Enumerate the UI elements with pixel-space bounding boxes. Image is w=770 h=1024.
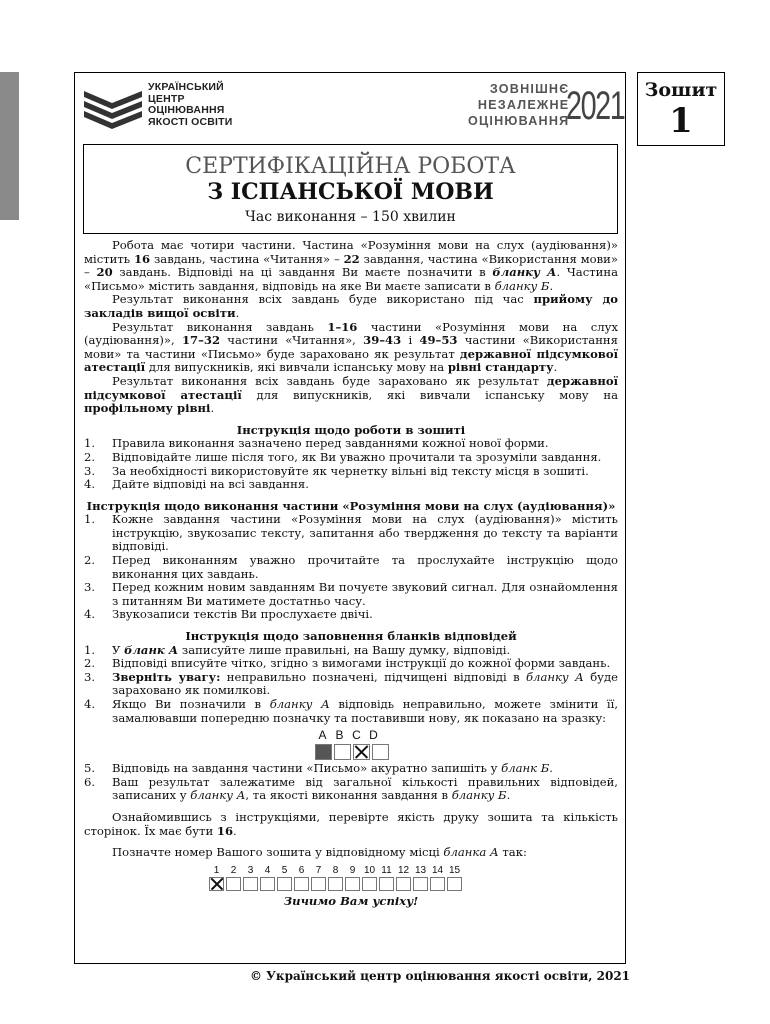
intro-paragraph: Робота має чотири частини. Частина «Розуміння мови на слух (аудіювання)» містить 16 завдань, частина «Читання» – 22 завдання, частина «Використання мови» – 20 завдань. Відповіді на ці завдання Ви маєте позначити в бланку А. Частина «Письмо» містить завдання, відповідь на яке Ви маєте записати в бланку Б. [84, 238, 618, 293]
empty-box [334, 744, 351, 760]
sample-letter: D [369, 728, 378, 743]
list-item: 6. Ваш результат залежатиме від загальної кількості правильних відповідей, записаних у бланку А, та якості виконання завдання в бланку Б. [84, 774, 618, 803]
list-item: 4. Дайте відповіді на всі завдання. [84, 477, 309, 492]
booklet-label: Зошит [644, 79, 718, 101]
cross-mark-icon [353, 744, 370, 760]
empty-box [430, 877, 445, 891]
section-heading: Інструкція щодо виконання частини «Розуміння мови на слух (аудіювання)» [86, 498, 616, 513]
list-item: 1. Кожне завдання частини «Розуміння мови на слух (аудіювання)» містить інструкцію, звукозапис тексту, запитання або твердження до тексту та варіанти відповіді. [84, 512, 618, 554]
booklet-number-label: 13 [414, 864, 427, 876]
empty-box [379, 877, 394, 891]
closing-paragraph: Ознайомившись з інструкціями, перевірте якість друку зошита та кількість сторінок. Їх має бути 16. [84, 809, 618, 838]
booklet-number-label: 9 [349, 864, 356, 876]
booklet-number-label: 10 [363, 864, 376, 876]
list-item: 2. Відповідайте лише після того, як Ви уважно прочитали та зрозуміли завдання. [84, 449, 602, 464]
list-item: 5. Відповідь на завдання частини «Письмо» акуратно запишіть у бланк Б. [84, 761, 553, 776]
list-item: 1. Правила виконання зазначено перед завданнями кожної нової форми. [84, 436, 549, 451]
booklet-number-label: 3 [247, 864, 254, 876]
logo-line: ОЦІНЮВАННЯ [148, 104, 225, 117]
list-item: 4. Якщо Ви позначили в бланку А відповідь неправильно, можете змінити її, замалювавши попередню позначку та поставивши нову, як показано на зразку: [84, 697, 619, 725]
empty-box [311, 877, 326, 891]
booklet-number-label: 6 [298, 864, 305, 876]
empty-box [226, 877, 241, 891]
list-item: 3. За необхідності використовуйте як чернетку вільні від тексту місця в зошиті. [84, 463, 589, 478]
list-item: 3. Зверніть увагу: неправильно позначені, підчищені відповіді в бланку А буде зараховано як помилкові. [84, 669, 618, 698]
ucoyo-logo [82, 81, 282, 137]
logo-line: ЦЕНТР [148, 92, 185, 105]
book-logo-icon [82, 83, 144, 133]
booklet-number-sample [208, 864, 618, 892]
empty-box [294, 877, 309, 891]
empty-box [396, 877, 411, 891]
instruction-list [84, 644, 618, 726]
sample-letter: B [335, 728, 344, 743]
logo-line: УКРАЇНСЬКИЙ [148, 81, 224, 93]
empty-box [362, 877, 377, 891]
booklet-number: 1 [669, 101, 693, 141]
sample-letter: C [352, 728, 361, 743]
instructions [84, 239, 618, 909]
booklet-number-label: 4 [264, 864, 271, 876]
list-item: 2. Перед виконанням уважно прочитайте та прослухайте інструкцію щодо виконання цих завдань. [84, 553, 618, 581]
instruction-list [84, 762, 618, 803]
intro-paragraph: Результат виконання всіх завдань буде використано під час прийому до закладів вищої освіти. [84, 292, 618, 320]
filled-box [315, 744, 332, 760]
booklet-number-label: 11 [381, 864, 392, 876]
booklet-number-label: 8 [332, 864, 339, 876]
zno-logo [468, 79, 625, 139]
copyright-footer: © Український центр оцінювання якості освіти, 2021 [250, 969, 631, 983]
empty-box [413, 877, 428, 891]
zno-line: ОЦІНЮВАННЯ [468, 114, 570, 128]
empty-box [447, 877, 462, 891]
title-line1: СЕРТИФІКАЦІЙНА РОБОТА [185, 154, 516, 179]
booklet-number-label: 12 [397, 864, 410, 876]
list-item: 4. Звукозаписи текстів Ви прослухаєте двічі. [84, 607, 373, 622]
empty-box [277, 877, 292, 891]
instruction-list [84, 437, 618, 491]
booklet-number-label: 1 [213, 864, 220, 876]
title-line2: З ІСПАНСЬКОЇ МОВИ [207, 179, 494, 205]
empty-box [372, 744, 389, 760]
zno-line: ЗОВНІШНЄ [489, 82, 570, 96]
booklet-number-label: 5 [281, 864, 288, 876]
section-heading: Інструкція щодо роботи в зошиті [236, 422, 466, 437]
intro-paragraph: Результат виконання завдань 1–16 частини «Розуміння мови на слух (аудіювання)», 17–32 частини «Читання», 39–43 і 49–53 частини «Використання мови» та частини «Письмо» буде зараховано як результат державної підсумкової атестації для випускників, які вивчали іспанську мову на рівні стандарту. [84, 319, 618, 375]
list-item: 3. Перед кожним новим завданням Ви почуєте звуковий сигнал. Для ознайомлення з питанням Ви матимете достатньо часу. [84, 580, 618, 608]
booklet-number-label: 15 [448, 864, 461, 876]
closing-paragraph: Позначте номер Вашого зошита у відповідному місці бланка А так: [112, 845, 527, 860]
zno-year: 2021 [566, 84, 625, 128]
instruction-list [84, 513, 618, 622]
intro-paragraph: Результат виконання всіх завдань буде зараховано як результат державної підсумкової атестації для випускників, які вивчали іспанську мову на профільному рівні. [84, 373, 618, 416]
empty-box [243, 877, 258, 891]
answer-sample [314, 729, 618, 760]
good-luck: Зичимо Вам успіху! [283, 894, 419, 909]
booklet-number-label: 14 [431, 864, 444, 876]
title-box [83, 144, 618, 234]
booklet-number-box [637, 72, 725, 146]
empty-box [328, 877, 343, 891]
empty-box [345, 877, 360, 891]
logo-line: ЯКОСТІ ОСВІТИ [148, 115, 233, 128]
list-item: 1. У бланк А записуйте лише правильні, на Вашу думку, відповіді. [84, 642, 511, 657]
booklet-number-label: 2 [230, 864, 237, 876]
cross-mark-icon [209, 877, 224, 891]
zno-line: НЕЗАЛЕЖНЕ [477, 98, 570, 112]
section-heading: Інструкція щодо заповнення бланків відповідей [185, 629, 517, 644]
side-tab [0, 72, 19, 220]
booklet-number-label: 7 [315, 864, 322, 876]
list-item: 2. Відповіді вписуйте чітко, згідно з вимогами інструкції до кожної форми завдань. [84, 656, 611, 671]
time-limit: Час виконання – 150 хвилин [245, 209, 456, 225]
sample-letter: A [318, 728, 327, 743]
empty-box [260, 877, 275, 891]
